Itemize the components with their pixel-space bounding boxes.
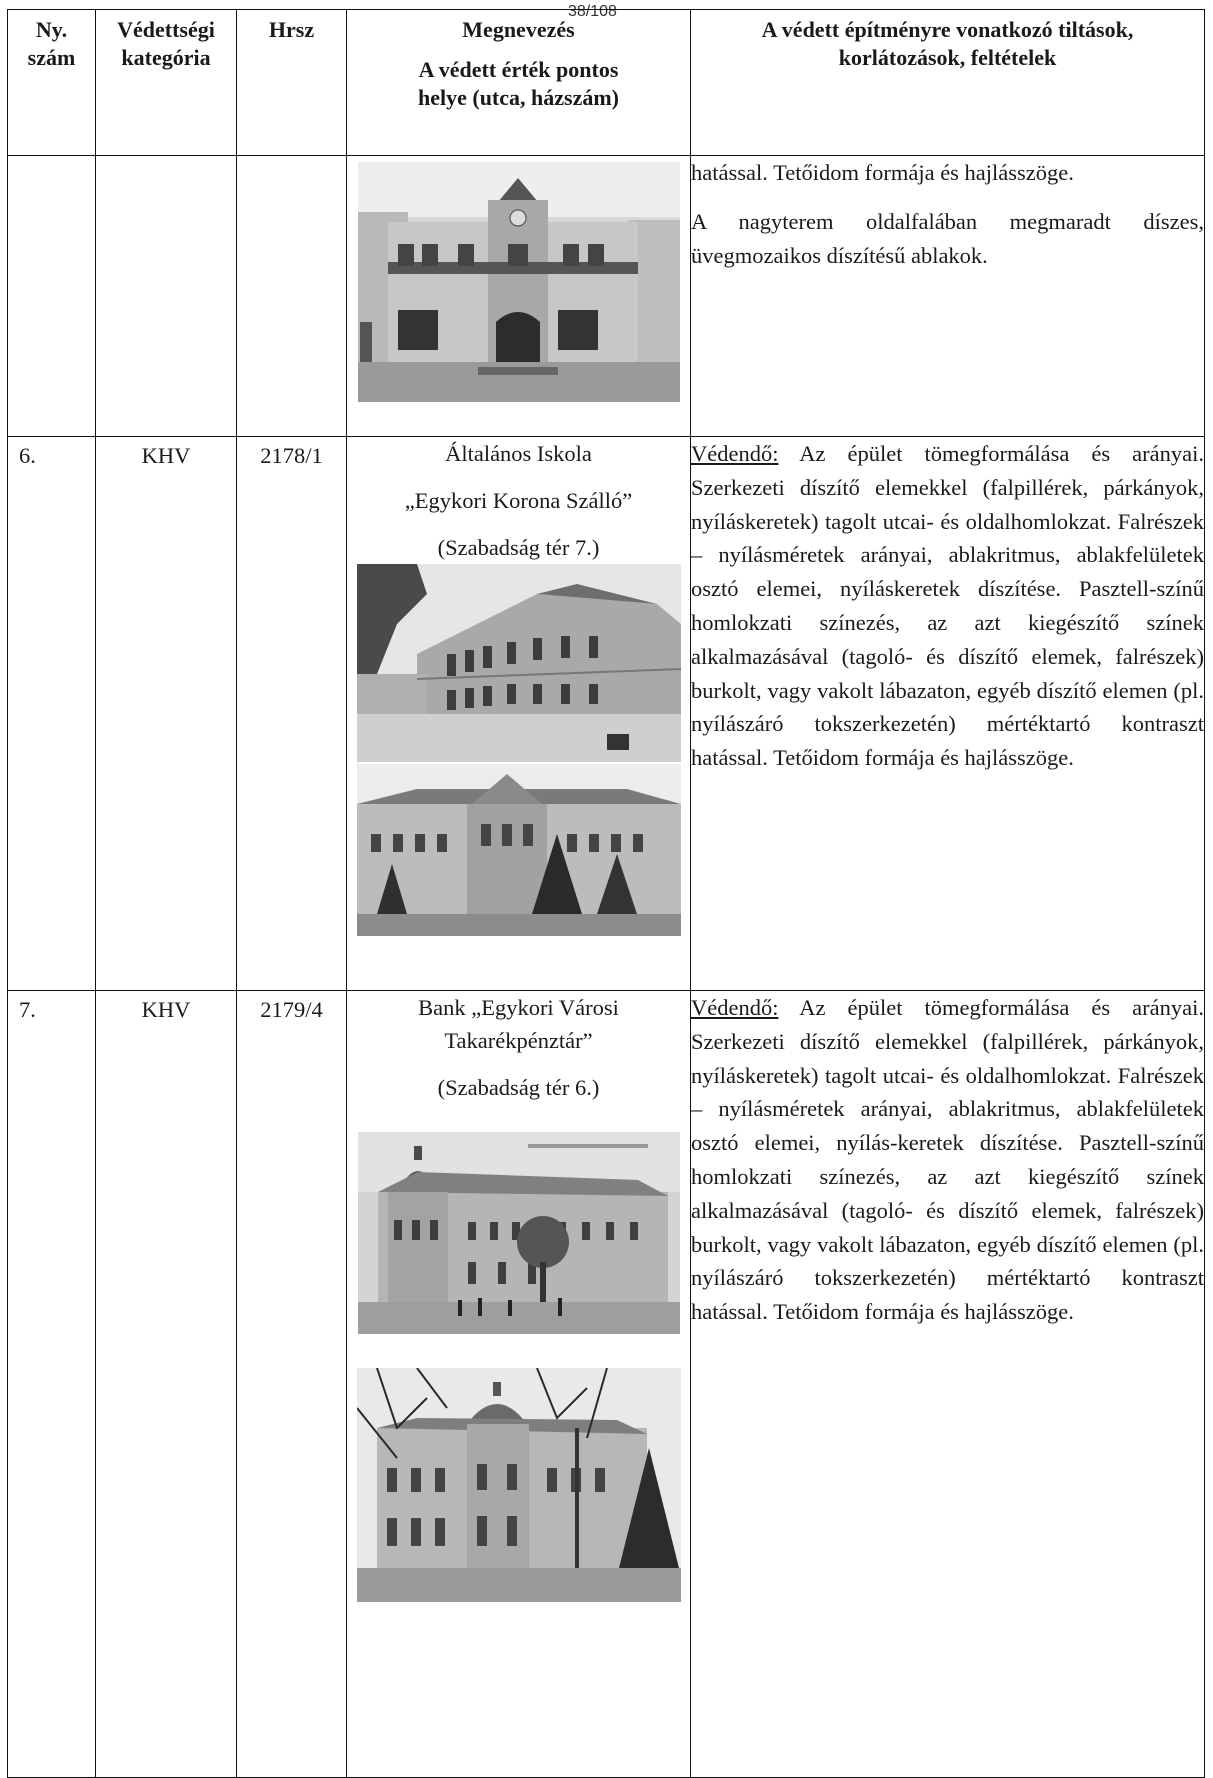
- row6-number: 6.: [19, 443, 36, 468]
- row5-rules-text-1: hatással. Tetőidom formája és hajlásszöge.: [691, 160, 1074, 185]
- row6-name-line1: Általános Iskola: [445, 441, 592, 466]
- row7-hrsz-cell: [237, 991, 347, 1778]
- row7-category-cell: [96, 991, 237, 1778]
- row6-number-cell: [8, 437, 96, 991]
- building-photo-school-old: [357, 564, 681, 762]
- building-photo-bank-current: [357, 1368, 681, 1602]
- row6-hrsz: 2178/1: [260, 443, 323, 468]
- building-photo-town-hall: [358, 162, 680, 402]
- header-number-line2: szám: [27, 45, 76, 70]
- row5-category: [96, 156, 236, 158]
- header-rules-line1: A védett építményre vonatkozó tiltások,: [761, 17, 1134, 42]
- row7-number: 7.: [19, 997, 36, 1022]
- table-header-row: [8, 10, 1205, 156]
- row7-number-cell: [8, 991, 96, 1778]
- row5-rules-text-2: A nagyterem oldalfalában megmaradt díszes, üvegmozaikos díszítésű ablakok.: [691, 208, 1204, 268]
- row7-rules-text: Az épület tömegformálása és arányai. Szerkezeti díszítő elemekkel (falpillérek, párkányok, nyíláskeretek) tagolt utcai- és oldalhomlokzat. Falrészek – nyílásméretek arányai, ablakritmus, ablakfelületek osztó elemei, nyílás-keretek díszítése. Pasztell-színű homlokzati színezés, az azt kiegészítő színek alkalmazásával (tagoló- és díszítő elemek, falrészek) burkolt, vagy vakolt lábazaton, egyéb díszítő elemen (pl. nyílászáró tokszerkezetén) mértéktartó kontraszt hatással. Tetőidom formája és hajlásszöge.: [691, 995, 1204, 1325]
- header-name-sub: [347, 56, 690, 112]
- row6-category-cell: [96, 437, 237, 991]
- row7-name-line2: Takarékpénztár”: [444, 1028, 593, 1053]
- row6-name-cell: [347, 437, 691, 991]
- row5-rules-paragraph-1: [691, 156, 1204, 190]
- row7-rules-cell: [691, 991, 1205, 1778]
- row6-rules-text: Az épület tömegformálása és arányai. Szerkezeti díszítő elemekkel (falpillérek, párkányok, nyíláskeretek) tagolt utcai- és oldalhomlokzat. Falrészek – nyílásméretek arányai, ablakritmus, ablakfelületek osztó elemei, nyíláskeretek díszítése. Pasztell-színű homlokzati színezés, az azt kiegészítő színek alkalmazásával (tagoló- és díszítő elemek, falrészek) burkolt, vagy vakolt lábazaton, egyéb díszítő elemen (pl. nyílászáró tokszerkezetén) mértéktartó kontraszt hatással. Tetőidom formája és hajlásszöge.: [691, 441, 1204, 771]
- row6-name-line2: „Egykori Korona Szálló”: [404, 488, 633, 513]
- row7-rules-lead: Védendő:: [691, 995, 779, 1020]
- row6-name-line3: (Szabadság tér 7.): [437, 535, 600, 560]
- building-photo-bank-postcard: [358, 1132, 680, 1334]
- header-number: [8, 10, 96, 156]
- row6-hrsz-cell: [237, 437, 347, 991]
- row6-rules-paragraph: [691, 437, 1204, 775]
- row5-number: [8, 156, 95, 158]
- row7-rules-paragraph: [691, 991, 1204, 1329]
- row7-category: KHV: [141, 997, 191, 1022]
- table-row: [8, 991, 1205, 1778]
- row5-category-cell: [96, 156, 237, 437]
- row6-rules-cell: [691, 437, 1205, 991]
- table-row: [8, 156, 1205, 437]
- header-name-main: Megnevezés: [462, 17, 575, 42]
- page-number: 38/108: [568, 3, 617, 20]
- header-hrsz: [237, 10, 347, 156]
- row5-number-cell: [8, 156, 96, 437]
- header-rules: [691, 10, 1205, 156]
- building-photo-school-current: [357, 764, 681, 936]
- row7-name-line1: Bank „Egykori Városi: [418, 995, 619, 1020]
- row7-hrsz: 2179/4: [260, 997, 323, 1022]
- row7-name-line3: (Szabadság tér 6.): [437, 1075, 600, 1100]
- header-name-sub-line2: helye (utca, házszám): [417, 85, 619, 110]
- row5-hrsz-cell: [237, 156, 347, 437]
- header-category-line1: Védettségi: [117, 17, 215, 42]
- header-name: [347, 10, 691, 156]
- protected-buildings-table: [7, 9, 1205, 1778]
- row5-name-cell: [347, 156, 691, 437]
- row5-rules-cell: [691, 156, 1205, 437]
- row6-rules-lead: Védendő:: [691, 441, 779, 466]
- header-number-line1: Ny.: [35, 17, 68, 42]
- table-row: [8, 437, 1205, 991]
- header-rules-line2: korlátozások, feltételek: [838, 45, 1057, 70]
- header-name-sub-line1: A védett érték pontos: [418, 57, 619, 82]
- header-hrsz-label: Hrsz: [268, 17, 315, 42]
- row5-hrsz: [237, 156, 346, 158]
- header-category: [96, 10, 237, 156]
- row6-category: KHV: [141, 443, 191, 468]
- row5-rules-paragraph-2: [691, 205, 1204, 273]
- header-category-line2: kategória: [121, 45, 211, 70]
- row7-name-cell: [347, 991, 691, 1778]
